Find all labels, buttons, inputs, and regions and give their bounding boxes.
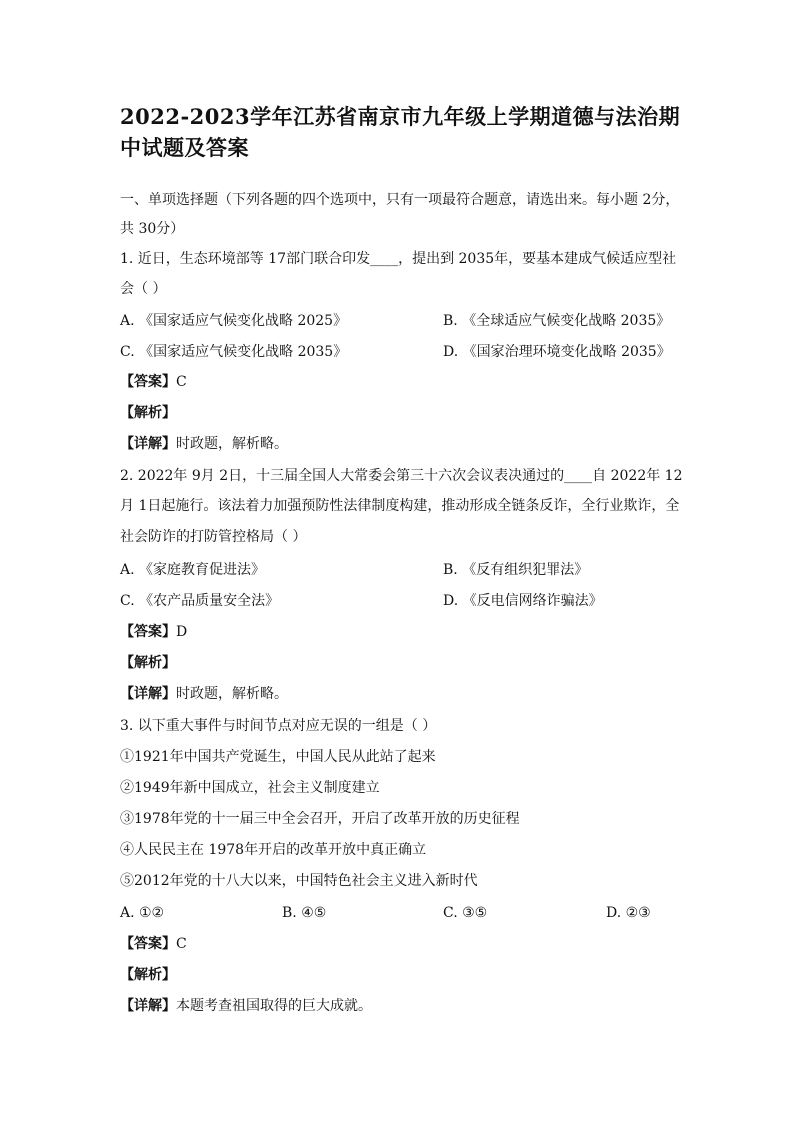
answer-tag: 【答案】 bbox=[120, 936, 176, 952]
question-3-statement-5: ⑤2012年党的十八大以来，中国特色社会主义进入新时代 bbox=[120, 873, 478, 889]
question-3-option-c: C. ③⑤ bbox=[443, 905, 488, 921]
section-instructions-line-2: 共 30分） bbox=[120, 221, 185, 237]
detail-tag: 【详解】 bbox=[120, 436, 176, 452]
question-2-analysis-tag: 【解析】 bbox=[120, 655, 176, 671]
question-3-statement-3: ③1978年党的十一届三中全会召开，开启了改革开放的历史征程 bbox=[120, 811, 520, 827]
question-1-option-c: C. 《国家适应气候变化战略 2035》 bbox=[120, 344, 348, 360]
question-3-analysis-tag: 【解析】 bbox=[120, 967, 176, 983]
question-3-statement-2: ②1949年新中国成立，社会主义制度建立 bbox=[120, 780, 380, 796]
question-1-stem-line-2: 会（ ） bbox=[120, 281, 167, 297]
question-1-option-b: B. 《全球适应气候变化战略 2035》 bbox=[443, 313, 671, 329]
question-3-stem-line-1: 3. 以下重大事件与时间节点对应无误的一组是（ ） bbox=[120, 718, 437, 734]
question-1-option-a: A. 《国家适应气候变化战略 2025》 bbox=[120, 313, 348, 329]
question-3-option-a: A. ①② bbox=[120, 905, 165, 921]
detail-text: 本题考查祖国取得的巨大成就。 bbox=[176, 998, 372, 1014]
question-1-detail bbox=[120, 434, 288, 454]
detail-tag: 【详解】 bbox=[120, 998, 176, 1014]
question-3-statement-4: ④人民民主在 1978年开启的改革开放中真正确立 bbox=[120, 842, 427, 858]
question-3-option-d: D. ②③ bbox=[606, 905, 651, 921]
detail-text: 时政题，解析略。 bbox=[176, 686, 288, 702]
question-3-detail bbox=[120, 996, 372, 1016]
answer-value: C bbox=[176, 374, 187, 390]
question-2-option-d: D. 《反电信网络诈骗法》 bbox=[443, 593, 603, 609]
question-2-stem-line-2: 月 1日起施行。该法着力加强预防性法律制度构建，推动形成全链条反诈，全行业欺诈，全 bbox=[120, 498, 680, 514]
question-3-statement-1: ①1921年中国共产党诞生，中国人民从此站了起来 bbox=[120, 749, 436, 765]
question-3-option-b: B. ④⑤ bbox=[282, 905, 327, 921]
question-2-answer bbox=[120, 622, 187, 642]
question-2-option-a: A. 《家庭教育促进法》 bbox=[120, 562, 266, 578]
question-2-stem-line-1: 2. 2022年 9月 2日，十三届全国人大常委会第三十六次会议表决通过的____自 2022年 12 bbox=[120, 468, 683, 484]
question-2-detail bbox=[120, 684, 288, 704]
answer-tag: 【答案】 bbox=[120, 374, 176, 390]
question-1-stem-line-1: 1. 近日，生态环境部等 17部门联合印发____，提出到 2035年，要基本建成气候适应型社 bbox=[120, 251, 677, 267]
question-3-answer bbox=[120, 934, 187, 954]
question-1-analysis-tag: 【解析】 bbox=[120, 405, 176, 421]
section-instructions-line-1: 一、单项选择题（下列各题的四个选项中，只有一项最符合题意，请选出来。每小题 2分， bbox=[120, 192, 680, 208]
detail-tag: 【详解】 bbox=[120, 686, 176, 702]
answer-value: D bbox=[176, 624, 188, 640]
question-2-option-b: B. 《反有组织犯罪法》 bbox=[443, 562, 589, 578]
question-2-option-c: C. 《农产品质量安全法》 bbox=[120, 593, 280, 609]
question-1-answer bbox=[120, 372, 187, 392]
answer-value: C bbox=[176, 936, 187, 952]
detail-text: 时政题，解析略。 bbox=[176, 436, 288, 452]
page-title: 2022-2023学年江苏省南京市九年级上学期道德与法治期中试题及答案 bbox=[120, 104, 681, 160]
question-1-option-d: D. 《国家治理环境变化战略 2035》 bbox=[443, 344, 671, 360]
question-2-stem-line-3: 社会防诈的打防管控格局（ ） bbox=[120, 529, 307, 545]
answer-tag: 【答案】 bbox=[120, 624, 176, 640]
